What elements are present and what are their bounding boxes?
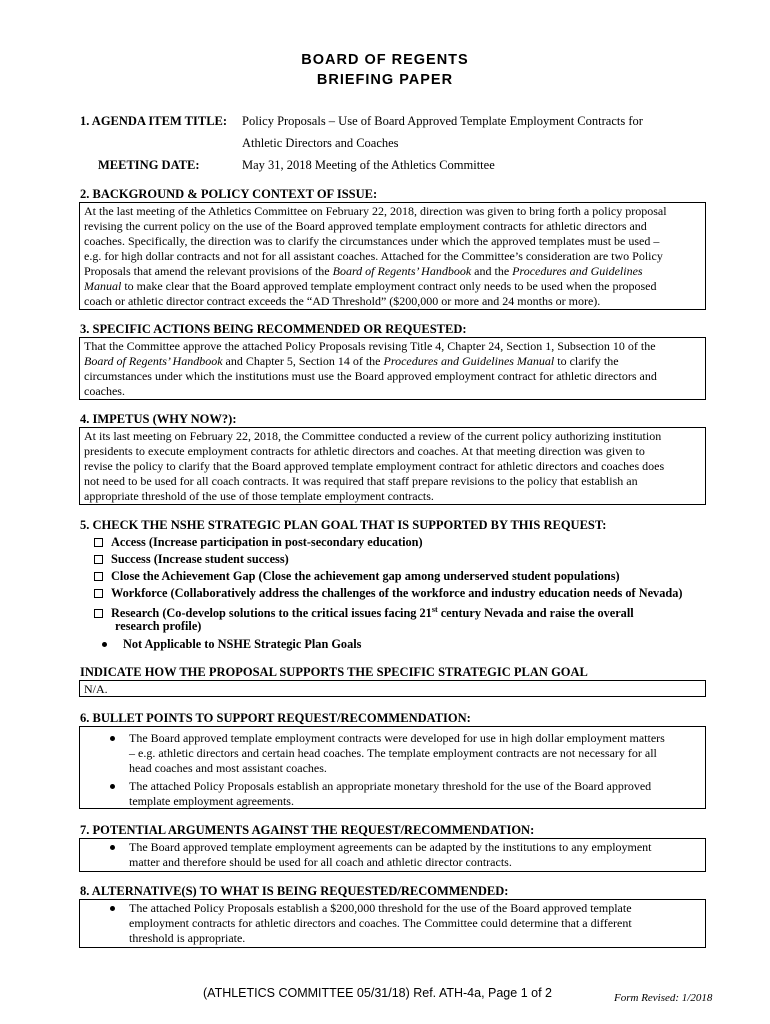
agenda-item-title-line2: Athletic Directors and Coaches [242,136,399,150]
section2-line: At the last meeting of the Athletics Committee on February 22, 2018, direction was given to bring forth a policy proposal [84,204,667,218]
agenda-item-title-line1: Policy Proposals – Use of Board Approved Template Employment Contracts for [242,114,643,128]
section6-box [79,726,706,809]
section3-line: That the Committee approve the attached Policy Proposals revising Title 4, Chapter 24, Section 1, Subsection 10 of the [84,339,656,353]
indicate-box [79,680,706,697]
list-item: The attached Policy Proposals establish a $200,000 threshold for the use of the Board approved template employment contracts for athletic directors and coaches. The Committee could determine that a different threshold is appropriate. [84,901,701,946]
goal-not-applicable: Not Applicable to NSHE Strategic Plan Goals [94,636,361,652]
checkbox-success[interactable] [94,555,103,564]
section7-box [79,838,706,872]
goal-success: Success (Increase student success) [94,551,289,567]
section4-heading: 4. IMPETUS (WHY NOW?): [80,412,237,426]
document-title: BOARD OF REGENTS [301,52,469,68]
list-item: The Board approved template employment contracts were developed for use in high dollar employment matters – e.g. athletic directors and certain head coaches. The template employment contracts are not necessary for all head coaches and most assistant coaches. [84,731,701,776]
indicate-heading: INDICATE HOW THE PROPOSAL SUPPORTS THE SPECIFIC STRATEGIC PLAN GOAL [80,665,588,679]
bullet-icon [110,784,115,789]
bullet-icon [110,906,115,911]
section4-line: not need to be used for all coach contracts. It was required that staff prepare revisions to the policy that establish an [84,474,638,488]
meeting-date-value: May 31, 2018 Meeting of the Athletics Committee [242,158,495,172]
goal-workforce: Workforce (Collaboratively address the challenges of the workforce and industry education needs of Nevada) [94,585,682,601]
goal-access: Access (Increase participation in post-secondary education) [94,534,423,550]
section2-line: e.g. for high dollar contracts and not for all assistant coaches. Attached for the Committee’s consideration are two Policy [84,249,663,263]
agenda-item-label: 1. AGENDA ITEM TITLE: [80,114,228,128]
section6-heading: 6. BULLET POINTS TO SUPPORT REQUEST/RECOMMENDATION: [80,711,471,725]
section2-heading: 2. BACKGROUND & POLICY CONTEXT OF ISSUE: [80,187,378,201]
checkbox-workforce[interactable] [94,589,103,598]
indicate-text: N/A. [84,682,108,696]
section4-box [79,427,706,505]
goal-research: Research (Co-develop solutions to the critical issues facing 21st century Nevada and raise the overall [94,602,634,621]
list-item: The attached Policy Proposals establish an appropriate monetary threshold for the use of the Board approved template employment agreements. [84,779,701,809]
section4-line: presidents to execute employment contracts for athletic directors and coaches. At that meeting direction was given to [84,444,645,458]
section5-heading: 5. CHECK THE NSHE STRATEGIC PLAN GOAL THAT IS SUPPORTED BY THIS REQUEST: [80,518,607,532]
section7-heading: 7. POTENTIAL ARGUMENTS AGAINST THE REQUEST/RECOMMENDATION: [80,823,535,837]
form-revised-note: Form Revised: 1/2018 [614,992,713,1004]
checkbox-access[interactable] [94,538,103,547]
section2-line: Manual to make clear that the Board approved template employment contract only needs to be used when the proposed [84,279,657,293]
section2-line: Proposals that amend the relevant provisions of the Board of Regents’ Handbook and the Procedures and Guidelines [84,264,643,278]
list-item: The Board approved template employment agreements can be adapted by the institutions to any employment matter and therefore should be used for all coach and athletic director contracts. [84,840,701,870]
goal-research-cont: research profile) [115,619,202,633]
section2-line: revising the current policy on the use of the Board approved template employment contracts for athletic directors and [84,219,647,233]
document-subtitle: BRIEFING PAPER [316,72,454,88]
page-footer-reference: (ATHLETICS COMMITTEE 05/31/18) Ref. ATH-4a, Page 1 of 2 [203,986,552,1000]
section3-line: circumstances under which the institutions must use the Board approved employment contract for athletic directors and [84,369,657,383]
checkbox-achievement-gap[interactable] [94,572,103,581]
bullet-icon [110,845,115,850]
section3-heading: 3. SPECIFIC ACTIONS BEING RECOMMENDED OR REQUESTED: [80,322,467,336]
section4-line: revise the policy to clarify that the Board approved template employment contract for athletic directors and coaches does [84,459,665,473]
bullet-icon [102,642,107,647]
section3-line: coaches. [84,384,125,398]
section2-box [79,202,706,310]
section3-line: Board of Regents’ Handbook and Chapter 5, Section 14 of the Procedures and Guidelines Manual to clarify the [84,354,619,368]
section4-line: At its last meeting on February 22, 2018, the Committee conducted a review of the current policy authorizing institution [84,429,662,443]
section3-box [79,337,706,400]
section8-box [79,899,706,948]
section2-line: coaches. Specifically, the direction was to clarify the circumstances under which the approved templates must be used – [84,234,660,248]
goal-achievement-gap: Close the Achievement Gap (Close the achievement gap among underserved student populations) [94,568,620,584]
section4-line: appropriate threshold of the use of those template employment contracts. [84,489,434,503]
meeting-date-label: MEETING DATE: [98,158,200,172]
section8-heading: 8. ALTERNATIVE(S) TO WHAT IS BEING REQUESTED/RECOMMENDED: [80,884,509,898]
bullet-icon [110,736,115,741]
checkbox-research[interactable] [94,609,103,618]
section2-line: coach or athletic director contract exceeds the “AD Threshold” ($200,000 or more and 24 months or more). [84,294,601,308]
